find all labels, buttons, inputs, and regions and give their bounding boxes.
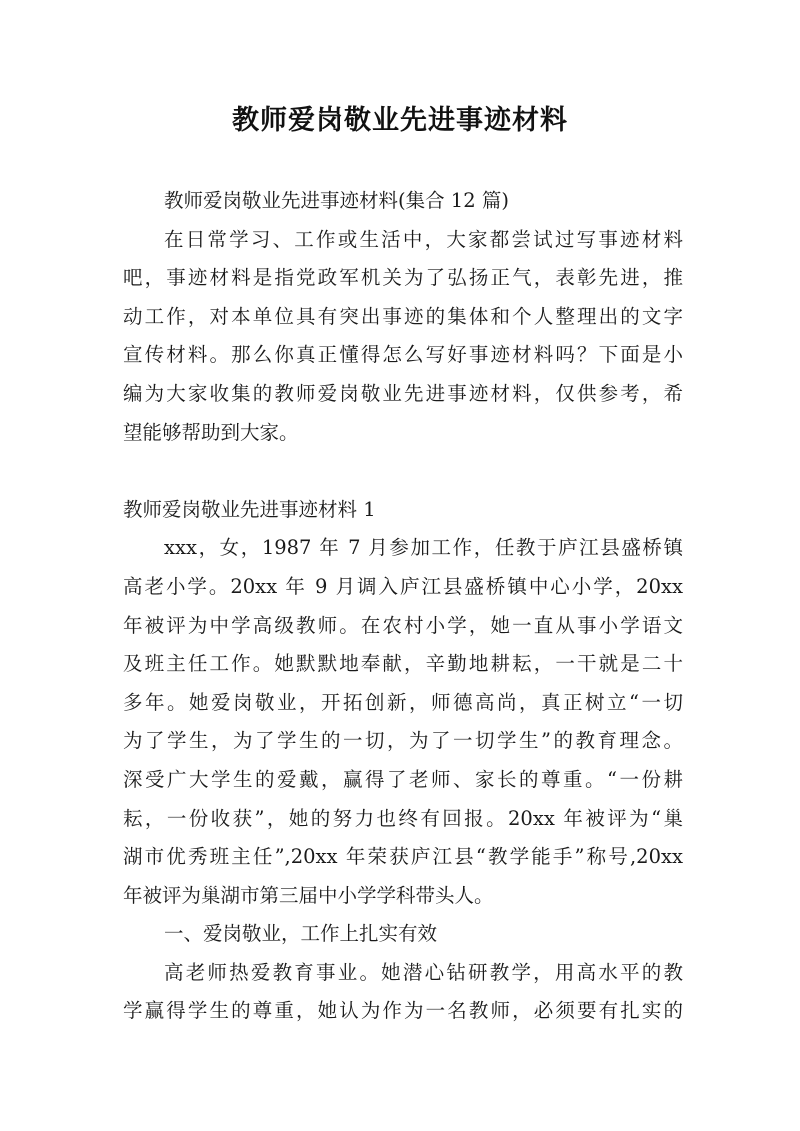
section-line: 高老小学。20xx 年 9 月调入庐江县盛桥镇中心小学，20xx	[123, 574, 683, 598]
intro-line: 在日常学习、工作或生活中，大家都尝试过写事迹材料	[164, 227, 683, 251]
document-subtitle: 教师爱岗敬业先进事迹材料(集合 12 篇)	[164, 189, 509, 212]
sub-heading: 一、爱岗敬业，工作上扎实有效	[164, 922, 438, 946]
document-title: 教师爱岗敬业先进事迹材料	[232, 105, 568, 136]
closing-line: 高老师热爱教育事业。她潜心钻研教学，用高水平的教	[164, 960, 683, 984]
section-line: xxx，女，1987 年 7 月参加工作，任教于庐江县盛桥镇	[164, 536, 683, 560]
section-line: 为了学生，为了学生的一切，为了一切学生”的教育理念。	[123, 729, 683, 753]
section-line: 及班主任工作。她默默地奉献，辛勤地耕耘，一干就是二十	[123, 652, 683, 676]
intro-line: 编为大家收集的教师爱岗敬业先进事迹材料，仅供参考，希	[123, 381, 683, 405]
section-line: 年被评为中学高级教师。在农村小学，她一直从事小学语文	[123, 613, 683, 637]
section-line: 耘，一份收获”，她的努力也终有回报。20xx 年被评为“巢	[123, 806, 683, 830]
intro-line: 望能够帮助到大家。	[123, 420, 299, 444]
paragraph-gap	[123, 452, 683, 491]
intro-line: 动工作，对本单位具有突出事迹的集体和个人整理出的文字	[123, 304, 683, 328]
intro-line: 吧，事迹材料是指党政军机关为了弘扬正气，表彰先进，推	[123, 266, 683, 290]
section-line: 湖市优秀班主任”,20xx 年荣获庐江县“教学能手”称号,20xx	[123, 845, 683, 869]
section-heading: 教师爱岗敬业先进事迹材料 1	[123, 497, 376, 521]
section-line: 年被评为巢湖市第三届中小学学科带头人。	[123, 883, 494, 907]
closing-line: 学赢得学生的尊重，她认为作为一名教师，必须要有扎实的	[123, 999, 683, 1023]
intro-line: 宣传材料。那么你真正懂得怎么写好事迹材料吗？下面是小	[123, 343, 683, 367]
document-body	[123, 182, 683, 1031]
section-line: 深受广大学生的爱戴，赢得了老师、家长的尊重。“一份耕	[123, 767, 683, 791]
section-line: 多年。她爱岗敬业，开拓创新，师德高尚，真正树立“一切	[123, 690, 683, 714]
